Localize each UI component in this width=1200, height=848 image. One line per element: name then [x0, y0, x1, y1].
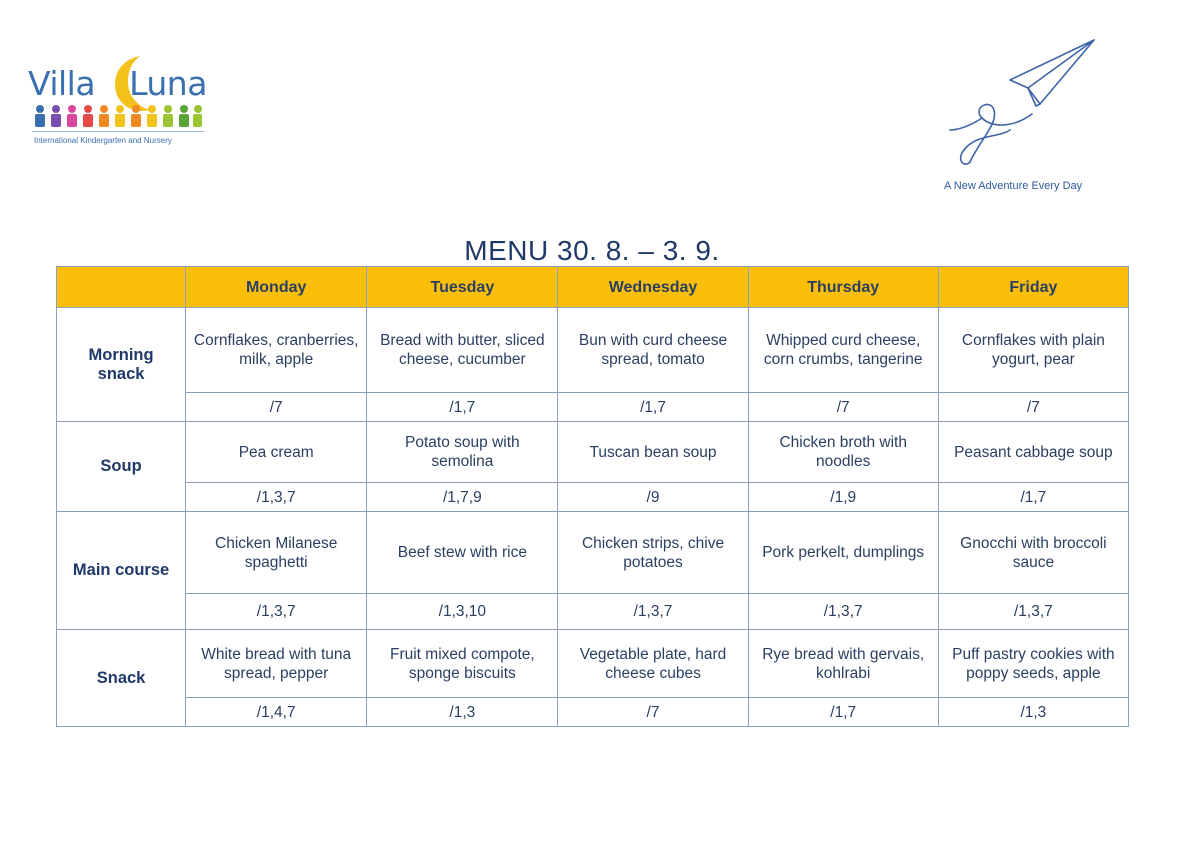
dish-cell: Pork perkelt, dumplings	[748, 512, 938, 594]
allergen-cell: /1,7	[938, 483, 1128, 512]
day-header: Friday	[938, 267, 1128, 308]
logo-word-luna: Luna	[129, 64, 207, 103]
logo-word-villa: Villa	[28, 64, 96, 103]
dish-cell: Tuscan bean soup	[558, 422, 748, 483]
dish-cell: Pea cream	[186, 422, 367, 483]
paper-plane-icon	[940, 34, 1110, 174]
allergen-cell: /1,3,7	[186, 594, 367, 630]
allergen-cell: /1,3	[938, 698, 1128, 727]
dish-cell: Cornflakes, cranberries, milk, apple	[186, 308, 367, 393]
allergen-cell: /1,3,7	[186, 483, 367, 512]
dish-cell: Whipped curd cheese, corn crumbs, tangerine	[748, 308, 938, 393]
dish-cell: Vegetable plate, hard cheese cubes	[558, 630, 748, 698]
dish-cell: Potato soup with semolina	[367, 422, 558, 483]
allergen-cell: /9	[558, 483, 748, 512]
table-row	[57, 594, 1129, 630]
dish-cell: Rye bread with gervais, kohlrabi	[748, 630, 938, 698]
dish-cell: Chicken Milanese spaghetti	[186, 512, 367, 594]
allergen-cell: /1,3	[367, 698, 558, 727]
dish-cell: Beef stew with rice	[367, 512, 558, 594]
dish-cell: Fruit mixed compote, sponge biscuits	[367, 630, 558, 698]
allergen-cell: /1,3,7	[558, 594, 748, 630]
dish-cell: Cornflakes with plain yogurt, pear	[938, 308, 1128, 393]
dish-cell: Chicken strips, chive potatoes	[558, 512, 748, 594]
table-row	[57, 698, 1129, 727]
day-header: Thursday	[748, 267, 938, 308]
day-header: Wednesday	[558, 267, 748, 308]
meal-label: Morning snack	[57, 308, 186, 422]
weekly-menu-table	[56, 266, 1129, 727]
table-row	[57, 393, 1129, 422]
dish-cell: Puff pastry cookies with poppy seeds, apple	[938, 630, 1128, 698]
allergen-cell: /1,3,7	[748, 594, 938, 630]
allergen-cell: /7	[938, 393, 1128, 422]
allergen-cell: /1,4,7	[186, 698, 367, 727]
children-row-icon	[32, 104, 204, 128]
day-header: Monday	[186, 267, 367, 308]
allergen-cell: /1,3,10	[367, 594, 558, 630]
table-row	[57, 483, 1129, 512]
dish-cell: Bread with butter, sliced cheese, cucumber	[367, 308, 558, 393]
allergen-cell: /1,7	[367, 393, 558, 422]
dish-cell: Peasant cabbage soup	[938, 422, 1128, 483]
menu-title: MENU 30. 8. – 3. 9.	[464, 234, 720, 266]
dish-cell: Bun with curd cheese spread, tomato	[558, 308, 748, 393]
header-corner-cell	[57, 267, 186, 308]
villa-luna-logo	[28, 52, 218, 152]
meal-label: Snack	[57, 630, 186, 727]
dish-cell: Chicken broth with noodles	[748, 422, 938, 483]
allergen-cell: /1,7	[748, 698, 938, 727]
logo-wordmark	[28, 64, 207, 103]
allergen-cell: /1,7	[558, 393, 748, 422]
dish-cell: Gnocchi with broccoli sauce	[938, 512, 1128, 594]
day-header: Tuesday	[367, 267, 558, 308]
logo-divider	[32, 131, 204, 132]
table-row	[57, 512, 1129, 594]
dish-cell: White bread with tuna spread, pepper	[186, 630, 367, 698]
table-row	[57, 308, 1129, 393]
meal-label: Main course	[57, 512, 186, 630]
allergen-cell: /1,3,7	[938, 594, 1128, 630]
table-header-row	[57, 267, 1129, 308]
meal-label: Soup	[57, 422, 186, 512]
table-row	[57, 422, 1129, 483]
logo-subtitle: International Kindergarten and Nursery	[34, 136, 172, 145]
allergen-cell: /7	[558, 698, 748, 727]
tagline: A New Adventure Every Day	[944, 180, 1083, 192]
allergen-cell: /7	[186, 393, 367, 422]
table-row	[57, 630, 1129, 698]
allergen-cell: /1,9	[748, 483, 938, 512]
allergen-cell: /1,7,9	[367, 483, 558, 512]
allergen-cell: /7	[748, 393, 938, 422]
